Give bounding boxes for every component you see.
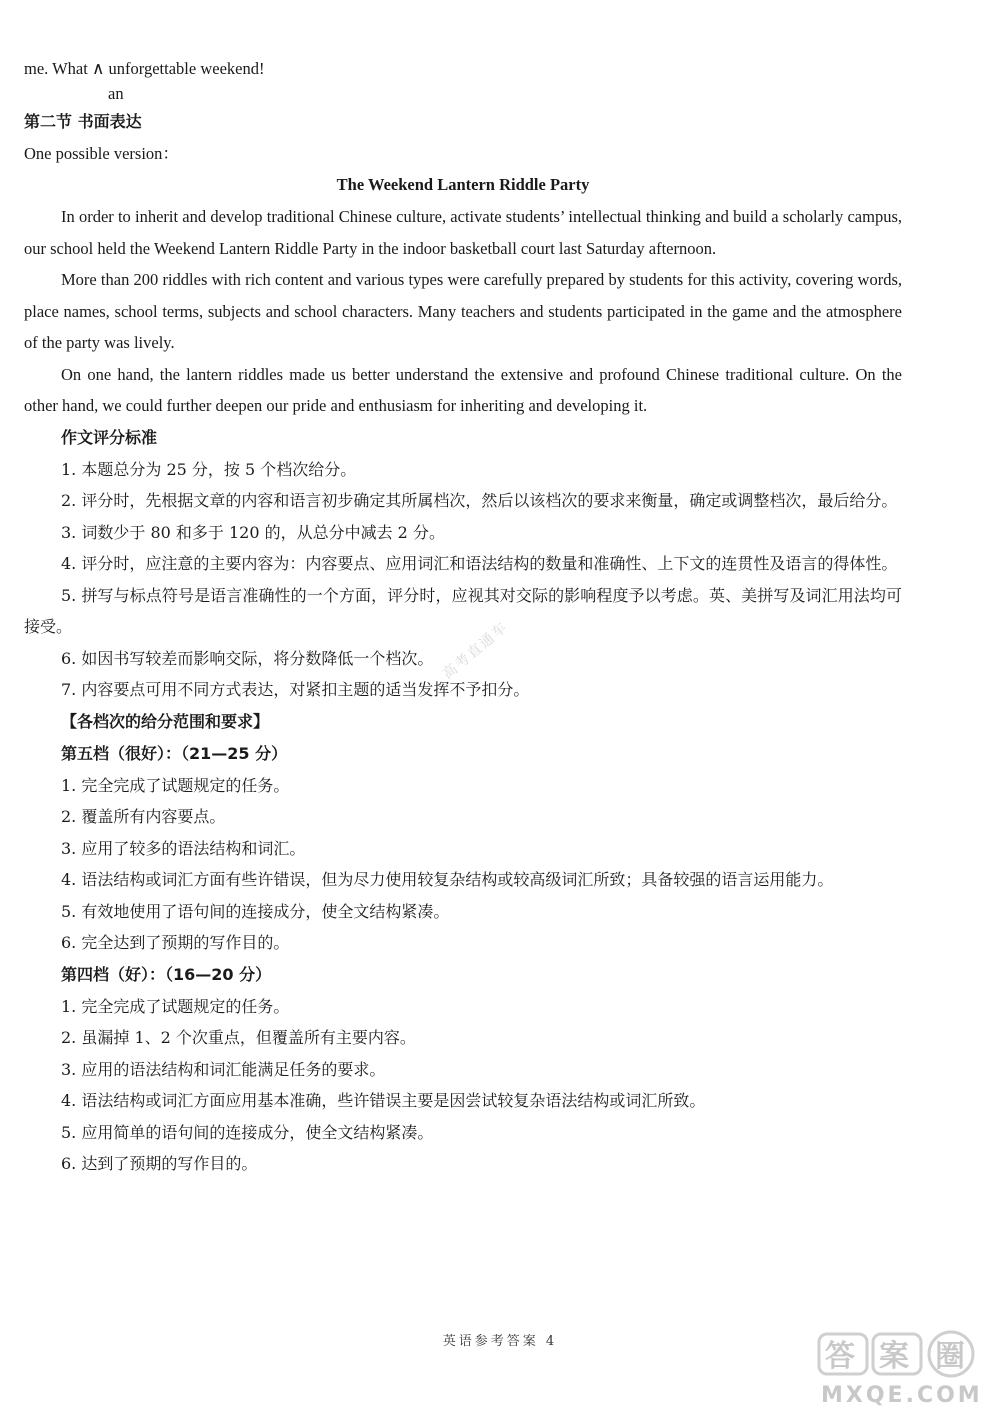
level5-item: 1. 完全完成了试题规定的任务。 (61, 775, 290, 795)
version-label: One possible version： (24, 144, 179, 163)
level5-item: 4. 语法结构或词汇方面有些许错误，但为尽力使用较复杂结构或较高级词汇所致；具备较强的语言运用能力。 (61, 870, 834, 889)
criteria-item: 4. 评分时，应注意的主要内容为：内容要点、应用词汇和语法结构的数量和准确性、上下文的连贯性及语言的得体性。 (61, 554, 898, 573)
document-page (24, 56, 902, 1180)
page-footer: 英语参考答案 4 (442, 1334, 558, 1349)
level5-item: 5. 有效地使用了语句间的连接成分，使全文结构紧凑。 (61, 901, 450, 921)
level5-item: 2. 覆盖所有内容要点。 (61, 807, 226, 826)
essay-paragraph-2: More than 200 riddles with rich content and various types were carefully prepared by students for this activity, covering words, place names, school terms, subjects and school characters. Many teachers and students participated in the game and the atmosphere of the party was lively. (24, 270, 902, 352)
criteria-heading: 作文评分标准 (61, 427, 158, 447)
essay-paragraph-1: In order to inherit and develop traditional Chinese culture, activate students’ intellectual thinking and build a scholarly campus, our school held the Weekend Lantern Riddle Party in the indoor basketball court last Saturday afternoon. (24, 207, 902, 258)
logo-char-1: 答 (825, 1339, 855, 1374)
watermark-logo-icon (815, 1330, 985, 1406)
correction-sentence (24, 56, 264, 82)
essay-paragraph-3: On one hand, the lantern riddles made us better understand the extensive and profound Chinese traditional culture. On the other hand, we could further deepen our pride and enthusiasm for inheriting and developing it. (24, 364, 902, 415)
logo-char-2: 案 (879, 1339, 909, 1374)
criteria-item: 3. 词数少于 80 和多于 120 的，从总分中减去 2 分。 (61, 522, 445, 542)
levels-heading: 【各档次的给分范围和要求】 (61, 711, 270, 731)
criteria-item: 5. 拼写与标点符号是语言准确性的一个方面，评分时，应视其对交际的影响程度予以考虑。英、美拼写及词汇用法均可接受。 (24, 585, 902, 636)
section-heading: 第二节 书面表达 (24, 112, 142, 131)
error-correction-line (24, 56, 902, 106)
level4-heading: 第四档（好）：（16—20 分） (61, 964, 272, 984)
criteria-item: 7. 内容要点可用不同方式表达，对紧扣主题的适当发挥不予扣分。 (61, 680, 530, 699)
correction-text-end: unforgettable weekend! (104, 59, 265, 78)
level4-item: 4. 语法结构或词汇方面应用基本准确，些许错误主要是因尝试较复杂语法结构或词汇所致。 (61, 1091, 706, 1110)
level4-item: 1. 完全完成了试题规定的任务。 (61, 996, 290, 1016)
level4-item: 5. 应用简单的语句间的连接成分，使全文结构紧凑。 (61, 1122, 434, 1142)
logo-char-3: 圈 (935, 1339, 965, 1374)
diagonal-watermark: 高考直通车 (439, 618, 512, 683)
level4-item: 6. 达到了预期的写作目的。 (61, 1154, 258, 1173)
caret-mark: ∧ (91, 59, 105, 79)
level5-item: 6. 完全达到了预期的写作目的。 (61, 933, 290, 952)
watermark-logo (815, 1330, 985, 1406)
logo-site-text: MXQE.COM (821, 1383, 983, 1406)
criteria-item: 1. 本题总分为 25 分，按 5 个档次给分。 (61, 459, 357, 479)
level5-heading: 第五档（很好）：（21—25 分） (61, 743, 288, 763)
level4-item: 3. 应用的语法结构和词汇能满足任务的要求。 (61, 1059, 386, 1079)
criteria-item: 2. 评分时，先根据文章的内容和语言初步确定其所属档次，然后以该档次的要求来衡量，确定或调整档次，最后给分。 (61, 491, 898, 510)
essay-title: The Weekend Lantern Riddle Party (336, 175, 590, 194)
correction-insert-word: an (108, 84, 124, 103)
correction-text-start: me. What (24, 59, 92, 78)
level5-item: 3. 应用了较多的语法结构和词汇。 (61, 838, 306, 858)
level4-item: 2. 虽漏掉 1、2 个次重点，但覆盖所有主要内容。 (61, 1028, 416, 1047)
criteria-item: 6. 如因书写较差而影响交际，将分数降低一个档次。 (61, 648, 434, 668)
